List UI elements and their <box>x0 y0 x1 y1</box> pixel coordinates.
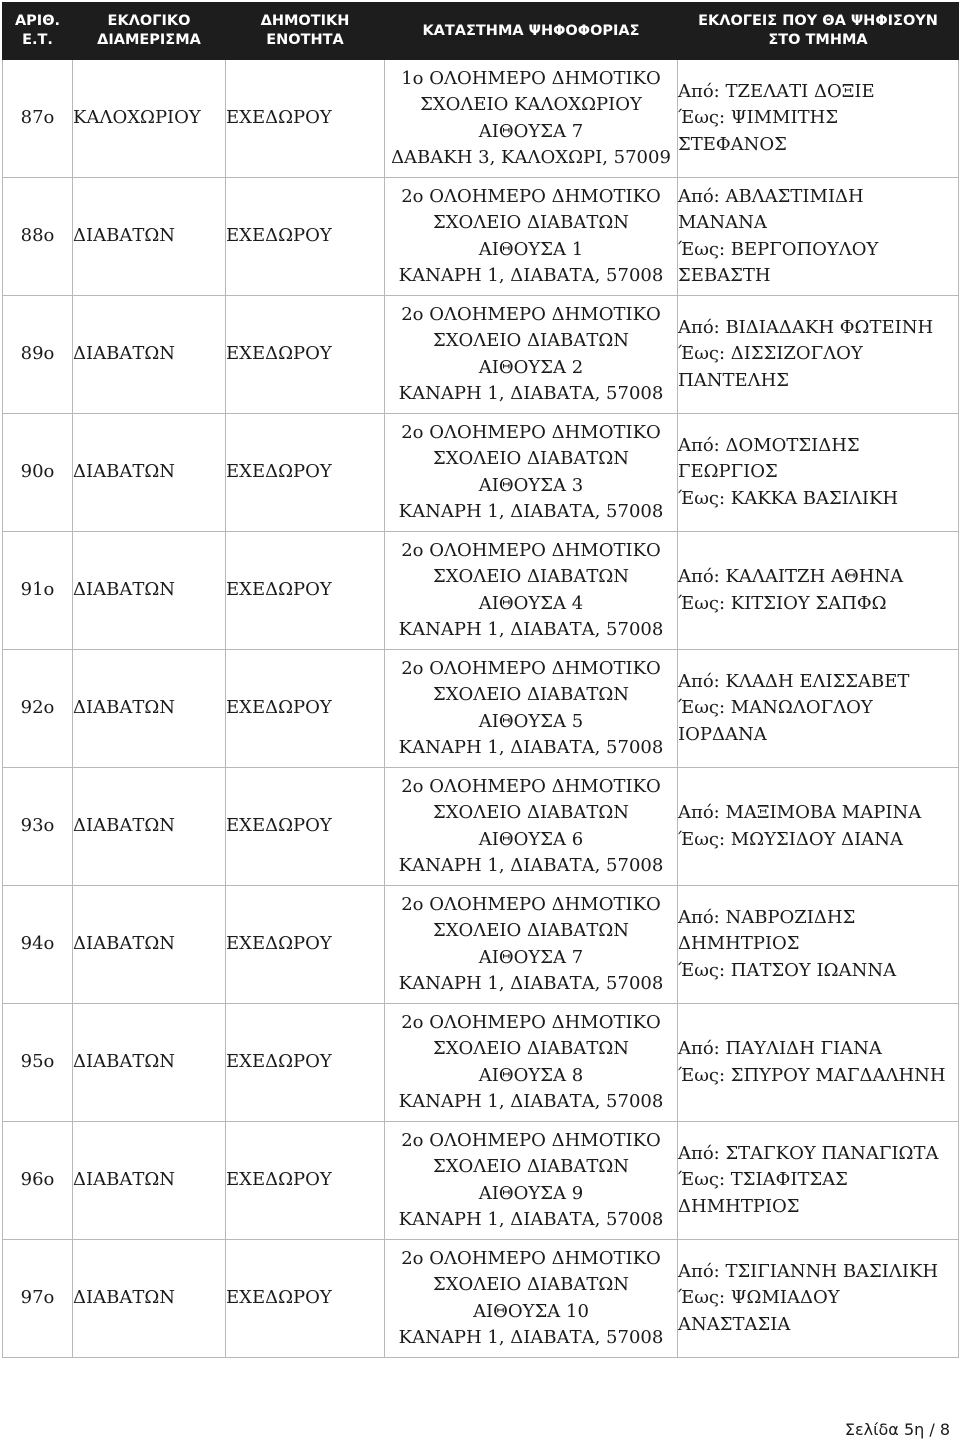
station-number-cell: 93ο <box>3 768 73 886</box>
voter-range-cell <box>678 1122 959 1240</box>
polling-place-cell <box>385 1122 678 1240</box>
polling-place-line: ΚΑΝΑΡΗ 1, ΔΙΑΒΑΤΑ, 57008 <box>398 265 664 286</box>
polling-place-line: ΚΑΝΑΡΗ 1, ΔΙΑΒΑΤΑ, 57008 <box>398 855 664 876</box>
electoral-district-cell: ΔΙΑΒΑΤΩΝ <box>73 1240 226 1358</box>
station-number-cell: 87ο <box>3 60 73 178</box>
municipal-unit-cell: ΕΧΕΔΩΡΟΥ <box>226 532 385 650</box>
voter-range-line: Από: ΤΖΕΛΑΤΙ ΔΟΞΙΕ <box>678 80 875 102</box>
table-row <box>3 532 959 650</box>
voter-range-cell <box>678 886 959 1004</box>
voter-range-cell <box>678 532 959 650</box>
polling-place-line: ΑΙΘΟΥΣΑ 1 <box>478 238 584 260</box>
polling-place-line: 2ο ΟΛΟΗΜΕΡΟ ΔΗΜΟΤΙΚΟ <box>401 303 661 325</box>
table-row <box>3 178 959 296</box>
municipal-unit-cell: ΕΧΕΔΩΡΟΥ <box>226 414 385 532</box>
electoral-district-cell: ΚΑΛΟΧΩΡΙΟΥ <box>73 60 226 178</box>
voter-range-line: Έως: ΣΠΥΡΟΥ ΜΑΓΔΑΛΗΝΗ <box>678 1064 946 1086</box>
table-row <box>3 650 959 768</box>
table-row <box>3 886 959 1004</box>
polling-place-line: ΔΑΒΑΚΗ 3, ΚΑΛΟΧΩΡΙ, 57009 <box>391 147 671 168</box>
voter-range-line: Έως: ΚΑΚΚΑ ΒΑΣΙΛΙΚΗ <box>678 487 899 509</box>
table-row <box>3 1004 959 1122</box>
polling-place-cell <box>385 414 678 532</box>
voter-range-cell <box>678 768 959 886</box>
header-station-number: ΑΡΙΘ. Ε.Τ. <box>3 3 73 60</box>
electoral-district-cell: ΔΙΑΒΑΤΩΝ <box>73 886 226 1004</box>
polling-place-cell <box>385 60 678 178</box>
polling-place-line: 2ο ΟΛΟΗΜΕΡΟ ΔΗΜΟΤΙΚΟ <box>401 657 661 679</box>
voter-range-cell <box>678 1004 959 1122</box>
table-body <box>3 60 959 1358</box>
municipal-unit-cell: ΕΧΕΔΩΡΟΥ <box>226 1240 385 1358</box>
polling-place-line: ΣΧΟΛΕΙΟ ΚΑΛΟΧΩΡΙΟΥ <box>420 94 642 115</box>
polling-place-line: ΑΙΘΟΥΣΑ 7 <box>478 946 584 968</box>
table-header-row <box>3 3 959 60</box>
polling-place-line: ΣΧΟΛΕΙΟ ΔΙΑΒΑΤΩΝ <box>432 566 630 587</box>
header-voter-range: ΕΚΛΟΓΕΙΣ ΠΟΥ ΘΑ ΨΗΦΙΣΟΥΝ ΣΤΟ ΤΜΗΜΑ <box>678 3 959 60</box>
voter-range-line: Έως: ΜΑΝΩΛΟΓΛΟΥ <box>678 697 873 719</box>
polling-place-line: ΚΑΝΑΡΗ 1, ΔΙΑΒΑΤΑ, 57008 <box>398 383 664 404</box>
polling-place-line: ΣΧΟΛΕΙΟ ΔΙΑΒΑΤΩΝ <box>432 1274 630 1295</box>
voter-range-line: Από: ΜΑΞΙΜΟΒΑ ΜΑΡΙΝΑ <box>678 802 922 823</box>
polling-place-line: 2ο ΟΛΟΗΜΕΡΟ ΔΗΜΟΤΙΚΟ <box>401 775 661 797</box>
voter-range-line: Από: ΒΙΔΙΑΔΑΚΗ ΦΩΤΕΙΝΗ <box>678 316 934 338</box>
electoral-district-cell: ΔΙΑΒΑΤΩΝ <box>73 414 226 532</box>
polling-place-line: ΚΑΝΑΡΗ 1, ΔΙΑΒΑΤΑ, 57008 <box>398 737 664 758</box>
polling-place-line: ΑΙΘΟΥΣΑ 10 <box>473 1300 589 1322</box>
voter-range-line: ΣΕΒΑΣΤΗ <box>678 265 771 286</box>
polling-place-cell <box>385 768 678 886</box>
polling-place-line: 2ο ΟΛΟΗΜΕΡΟ ΔΗΜΟΤΙΚΟ <box>401 1011 661 1033</box>
voter-range-cell <box>678 296 959 414</box>
voter-range-line: Από: ΚΑΛΑΙΤΖΗ ΑΘΗΝΑ <box>678 566 904 587</box>
station-number-cell: 90ο <box>3 414 73 532</box>
station-number-cell: 91ο <box>3 532 73 650</box>
table-row <box>3 414 959 532</box>
polling-place-line: ΑΙΘΟΥΣΑ 2 <box>478 356 584 378</box>
polling-place-line: 1ο ΟΛΟΗΜΕΡΟ ΔΗΜΟΤΙΚΟ <box>401 67 661 89</box>
polling-place-line: ΑΙΘΟΥΣΑ 7 <box>478 120 584 142</box>
polling-place-line: ΣΧΟΛΕΙΟ ΔΙΑΒΑΤΩΝ <box>432 330 630 351</box>
polling-place-line: ΣΧΟΛΕΙΟ ΔΙΑΒΑΤΩΝ <box>432 684 630 705</box>
polling-place-line: 2ο ΟΛΟΗΜΕΡΟ ΔΗΜΟΤΙΚΟ <box>401 421 661 443</box>
table-row <box>3 1122 959 1240</box>
voter-range-cell <box>678 60 959 178</box>
polling-place-line: ΚΑΝΑΡΗ 1, ΔΙΑΒΑΤΑ, 57008 <box>398 619 664 640</box>
polling-place-line: ΣΧΟΛΕΙΟ ΔΙΑΒΑΤΩΝ <box>432 1156 630 1177</box>
polling-place-line: ΑΙΘΟΥΣΑ 3 <box>478 474 584 496</box>
polling-place-line: ΚΑΝΑΡΗ 1, ΔΙΑΒΑΤΑ, 57008 <box>398 973 664 994</box>
polling-place-cell <box>385 296 678 414</box>
voter-range-line: Από: ΑΒΛΑΣΤΙΜΙΔΗ <box>678 185 864 207</box>
voter-range-line: Έως: ΔΙΣΣΙΖΟΓΛΟΥ <box>678 343 863 365</box>
station-number-cell: 88ο <box>3 178 73 296</box>
electoral-district-cell: ΔΙΑΒΑΤΩΝ <box>73 768 226 886</box>
polling-place-line: 2ο ΟΛΟΗΜΕΡΟ ΔΗΜΟΤΙΚΟ <box>401 1247 661 1269</box>
page-number: Σελίδα 5η / 8 <box>844 1420 950 1439</box>
polling-place-line: ΑΙΘΟΥΣΑ 8 <box>478 1064 584 1086</box>
polling-place-cell <box>385 178 678 296</box>
polling-place-cell <box>385 650 678 768</box>
polling-place-line: ΚΑΝΑΡΗ 1, ΔΙΑΒΑΤΑ, 57008 <box>398 501 664 522</box>
header-electoral-district: ΕΚΛΟΓΙΚΟ ΔΙΑΜΕΡΙΣΜΑ <box>73 3 226 60</box>
table-row <box>3 60 959 178</box>
municipal-unit-cell: ΕΧΕΔΩΡΟΥ <box>226 296 385 414</box>
table-row <box>3 1240 959 1358</box>
polling-place-line: ΚΑΝΑΡΗ 1, ΔΙΑΒΑΤΑ, 57008 <box>398 1209 664 1230</box>
voting-stations-table <box>2 2 959 1358</box>
polling-place-line: ΣΧΟΛΕΙΟ ΔΙΑΒΑΤΩΝ <box>432 802 630 823</box>
voter-range-cell <box>678 414 959 532</box>
voter-range-line: Από: ΤΣΙΓΙΑΝΝΗ ΒΑΣΙΛΙΚΗ <box>678 1260 939 1282</box>
municipal-unit-cell: ΕΧΕΔΩΡΟΥ <box>226 178 385 296</box>
voter-range-line: ΑΝΑΣΤΑΣΙΑ <box>678 1313 791 1335</box>
electoral-district-cell: ΔΙΑΒΑΤΩΝ <box>73 1122 226 1240</box>
voter-range-line: Από: ΔΟΜΟΤΣΙΔΗΣ <box>678 434 860 456</box>
voter-range-line: Από: ΠΑΥΛΙΔΗ ΓΙΑΝΑ <box>678 1038 882 1059</box>
polling-place-line: ΑΙΘΟΥΣΑ 9 <box>478 1182 584 1204</box>
voter-range-line: Έως: ΨΩΜΙΑΔΟΥ <box>678 1287 840 1309</box>
polling-place-cell <box>385 1004 678 1122</box>
polling-place-line: ΚΑΝΑΡΗ 1, ΔΙΑΒΑΤΑ, 57008 <box>398 1327 664 1348</box>
station-number-cell: 97ο <box>3 1240 73 1358</box>
electoral-district-cell: ΔΙΑΒΑΤΩΝ <box>73 532 226 650</box>
header-municipal-unit: ΔΗΜΟΤΙΚΗ ΕΝΟΤΗΤΑ <box>226 3 385 60</box>
table-row <box>3 296 959 414</box>
voter-range-line: Έως: ΤΣΙΑΦΙΤΣΑΣ <box>678 1169 848 1191</box>
header-polling-place: ΚΑΤΑΣΤΗΜΑ ΨΗΦΟΦΟΡΙΑΣ <box>385 3 678 60</box>
voter-range-line: ΠΑΝΤΕΛΗΣ <box>678 369 790 391</box>
station-number-cell: 89ο <box>3 296 73 414</box>
polling-place-line: ΑΙΘΟΥΣΑ 5 <box>478 710 584 732</box>
station-number-cell: 95ο <box>3 1004 73 1122</box>
voter-range-line: Έως: ΒΕΡΓΟΠΟΥΛΟΥ <box>678 238 879 260</box>
polling-place-line: 2ο ΟΛΟΗΜΕΡΟ ΔΗΜΟΤΙΚΟ <box>401 893 661 915</box>
municipal-unit-cell: ΕΧΕΔΩΡΟΥ <box>226 886 385 1004</box>
voter-range-line: Έως: ΠΑΤΣΟΥ ΙΩΑΝΝΑ <box>678 959 897 981</box>
voter-range-line: Έως: ΨΙΜΜΙΤΗΣ <box>678 107 839 129</box>
station-number-cell: 96ο <box>3 1122 73 1240</box>
municipal-unit-cell: ΕΧΕΔΩΡΟΥ <box>226 60 385 178</box>
electoral-district-cell: ΔΙΑΒΑΤΩΝ <box>73 1004 226 1122</box>
polling-place-line: ΚΑΝΑΡΗ 1, ΔΙΑΒΑΤΑ, 57008 <box>398 1091 664 1112</box>
voter-range-line: Από: ΚΛΑΔΗ ΕΛΙΣΣΑΒΕΤ <box>678 670 910 692</box>
polling-place-cell <box>385 1240 678 1358</box>
municipal-unit-cell: ΕΧΕΔΩΡΟΥ <box>226 1122 385 1240</box>
municipal-unit-cell: ΕΧΕΔΩΡΟΥ <box>226 650 385 768</box>
table-row <box>3 768 959 886</box>
voter-range-line: Από: ΝΑΒΡΟΖΙΔΗΣ <box>678 906 856 928</box>
station-number-cell: 94ο <box>3 886 73 1004</box>
voter-range-line: ΓΕΩΡΓΙΟΣ <box>678 461 778 483</box>
voter-range-cell <box>678 1240 959 1358</box>
polling-place-cell <box>385 532 678 650</box>
electoral-district-cell: ΔΙΑΒΑΤΩΝ <box>73 178 226 296</box>
voter-range-cell <box>678 650 959 768</box>
polling-place-line: ΣΧΟΛΕΙΟ ΔΙΑΒΑΤΩΝ <box>432 212 630 233</box>
voter-range-line: ΔΗΜΗΤΡΙΟΣ <box>678 1195 800 1217</box>
station-number-cell: 92ο <box>3 650 73 768</box>
polling-place-line: 2ο ΟΛΟΗΜΕΡΟ ΔΗΜΟΤΙΚΟ <box>401 1129 661 1151</box>
polling-place-line: 2ο ΟΛΟΗΜΕΡΟ ΔΗΜΟΤΙΚΟ <box>401 539 661 561</box>
voter-range-line: ΣΤΕΦΑΝΟΣ <box>678 133 787 155</box>
voter-range-cell <box>678 178 959 296</box>
polling-place-line: ΑΙΘΟΥΣΑ 6 <box>478 828 584 850</box>
polling-place-line: 2ο ΟΛΟΗΜΕΡΟ ΔΗΜΟΤΙΚΟ <box>401 185 661 207</box>
voter-range-line: ΙΟΡΔΑΝΑ <box>678 723 767 745</box>
polling-place-cell <box>385 886 678 1004</box>
polling-place-line: ΣΧΟΛΕΙΟ ΔΙΑΒΑΤΩΝ <box>432 1038 630 1059</box>
municipal-unit-cell: ΕΧΕΔΩΡΟΥ <box>226 1004 385 1122</box>
voter-range-line: Έως: ΜΩΥΣΙΔΟΥ ΔΙΑΝΑ <box>678 828 904 850</box>
electoral-district-cell: ΔΙΑΒΑΤΩΝ <box>73 650 226 768</box>
electoral-district-cell: ΔΙΑΒΑΤΩΝ <box>73 296 226 414</box>
voter-range-line: Από: ΣΤΑΓΚΟΥ ΠΑΝΑΓΙΩΤΑ <box>678 1142 939 1164</box>
voter-range-line: Έως: ΚΙΤΣΙΟΥ ΣΑΠΦΩ <box>678 592 887 614</box>
voter-range-line: ΜΑΝΑΝΑ <box>678 212 767 233</box>
polling-place-line: ΣΧΟΛΕΙΟ ΔΙΑΒΑΤΩΝ <box>432 448 630 469</box>
voter-range-line: ΔΗΜΗΤΡΙΟΣ <box>678 933 800 955</box>
municipal-unit-cell: ΕΧΕΔΩΡΟΥ <box>226 768 385 886</box>
polling-place-line: ΣΧΟΛΕΙΟ ΔΙΑΒΑΤΩΝ <box>432 920 630 941</box>
polling-place-line: ΑΙΘΟΥΣΑ 4 <box>478 592 584 614</box>
